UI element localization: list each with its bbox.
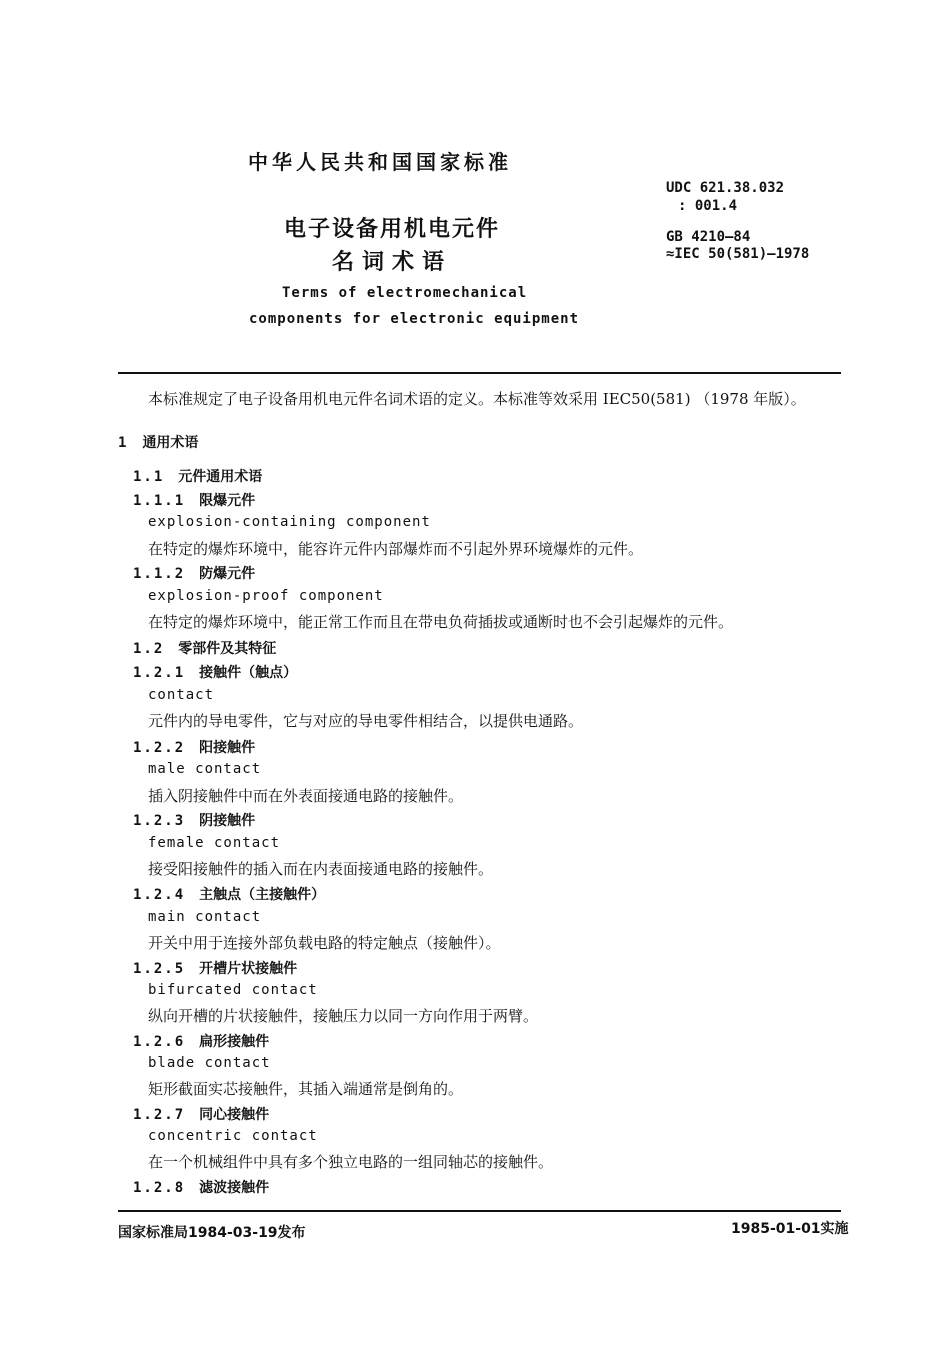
term-name: 阴接触件 (199, 813, 256, 829)
term-1-2-6-english: blade contact (148, 1055, 271, 1071)
term-1-2-8-heading (133, 1177, 269, 1197)
term-name: 接触件（触点） (199, 665, 298, 681)
term-1-1-2-definition: 在特定的爆炸环境中，能正常工作而且在带电负荷插拔或通断时也不会引起爆炸的元件。 (148, 613, 734, 631)
footer-divider (118, 1210, 841, 1212)
term-1-2-6-heading (133, 1031, 269, 1051)
term-name: 阳接触件 (199, 740, 256, 756)
term-name: 同心接触件 (199, 1107, 270, 1123)
section-number: 1 (118, 435, 129, 451)
term-name: 滤波接触件 (199, 1180, 270, 1196)
section-title: 通用术语 (142, 435, 199, 451)
term-1-2-4-english: main contact (148, 909, 262, 925)
term-number: 1.2.2 (133, 740, 186, 756)
header-divider (118, 372, 841, 374)
gb-code: GB 4210—84 (666, 229, 751, 245)
term-1-1-2-english: explosion-proof component (148, 588, 384, 604)
term-1-2-2-definition: 插入阴接触件中而在外表面接通电路的接触件。 (148, 787, 464, 805)
term-1-2-3-definition: 接受阳接触件的插入而在内表面接通电路的接触件。 (148, 860, 494, 878)
section-1-1-heading (133, 466, 262, 486)
issue-date: 国家标准局1984-03-19发布 (118, 1225, 306, 1241)
term-1-2-5-heading (133, 958, 297, 978)
term-name: 开槽片状接触件 (199, 961, 298, 977)
title-cn-line1: 电子设备用机电元件 (284, 217, 501, 242)
term-number: 1.2.5 (133, 961, 186, 977)
term-name: 限爆元件 (199, 493, 256, 509)
term-1-2-2-english: male contact (148, 761, 262, 777)
term-number: 1.2.7 (133, 1107, 186, 1123)
term-1-2-5-english: bifurcated contact (148, 982, 318, 998)
term-number: 1.2.6 (133, 1034, 186, 1050)
term-1-1-1-heading (133, 490, 255, 510)
section-1-heading (118, 432, 198, 452)
term-1-2-2-heading (133, 737, 255, 757)
term-1-2-4-definition: 开关中用于连接外部负载电路的特定触点（接触件）。 (148, 934, 501, 952)
term-number: 1.2.4 (133, 887, 186, 903)
term-number: 1.1.2 (133, 566, 186, 582)
term-1-2-5-definition: 纵向开槽的片状接触件，接触压力以同一方向作用于两臂。 (148, 1007, 539, 1025)
term-1-2-1-definition: 元件内的导电零件，它与对应的导电零件相结合，以提供电通路。 (148, 712, 584, 730)
term-name: 防爆元件 (199, 566, 256, 582)
term-number: 1.2.1 (133, 665, 186, 681)
term-1-2-3-heading (133, 810, 255, 830)
udc-code-line2: : 001.4 (678, 198, 738, 214)
term-1-1-2-heading (133, 563, 255, 583)
term-number: 1.2.8 (133, 1180, 186, 1196)
title-en-line2: components for electronic equipment (249, 311, 580, 327)
effective-date: 1985-01-01实施 (731, 1221, 849, 1237)
section-title: 零部件及其特征 (178, 641, 277, 657)
term-number: 1.2.3 (133, 813, 186, 829)
title-cn-line2: 名词术语 (332, 250, 453, 275)
term-1-2-6-definition: 矩形截面实芯接触件，其插入端通常是倒角的。 (148, 1080, 464, 1098)
term-1-1-1-definition: 在特定的爆炸环境中，能容许元件内部爆炸而不引起外界环境爆炸的元件。 (148, 540, 644, 558)
national-standard-heading: 中华人民共和国国家标准 (248, 150, 512, 174)
section-number: 1.2 (133, 641, 165, 657)
term-1-2-1-heading (133, 662, 297, 682)
section-1-2-heading (133, 638, 276, 658)
term-1-2-7-definition: 在一个机械组件中具有多个独立电路的一组同轴芯的接触件。 (148, 1153, 554, 1171)
section-number: 1.1 (133, 469, 165, 485)
term-number: 1.1.1 (133, 493, 186, 509)
intro-paragraph: 本标准规定了电子设备用机电元件名词术语的定义。本标准等效采用 IEC50(581) （1978 年版）。 (148, 390, 806, 408)
term-1-2-7-heading (133, 1104, 269, 1124)
term-name: 扁形接触件 (199, 1034, 270, 1050)
iec-equivalence: ≈IEC 50(581)—1978 (666, 246, 810, 262)
section-title: 元件通用术语 (178, 469, 263, 485)
term-1-2-1-english: contact (148, 687, 215, 703)
term-1-2-3-english: female contact (148, 835, 281, 851)
udc-code-line1: UDC 621.38.032 (666, 180, 785, 196)
term-1-2-4-heading (133, 884, 325, 904)
title-en-line1: Terms of electromechanical (282, 285, 528, 301)
term-1-2-7-english: concentric contact (148, 1128, 318, 1144)
term-1-1-1-english: explosion-containing component (148, 514, 431, 530)
term-name: 主触点（主接触件） (199, 887, 326, 903)
